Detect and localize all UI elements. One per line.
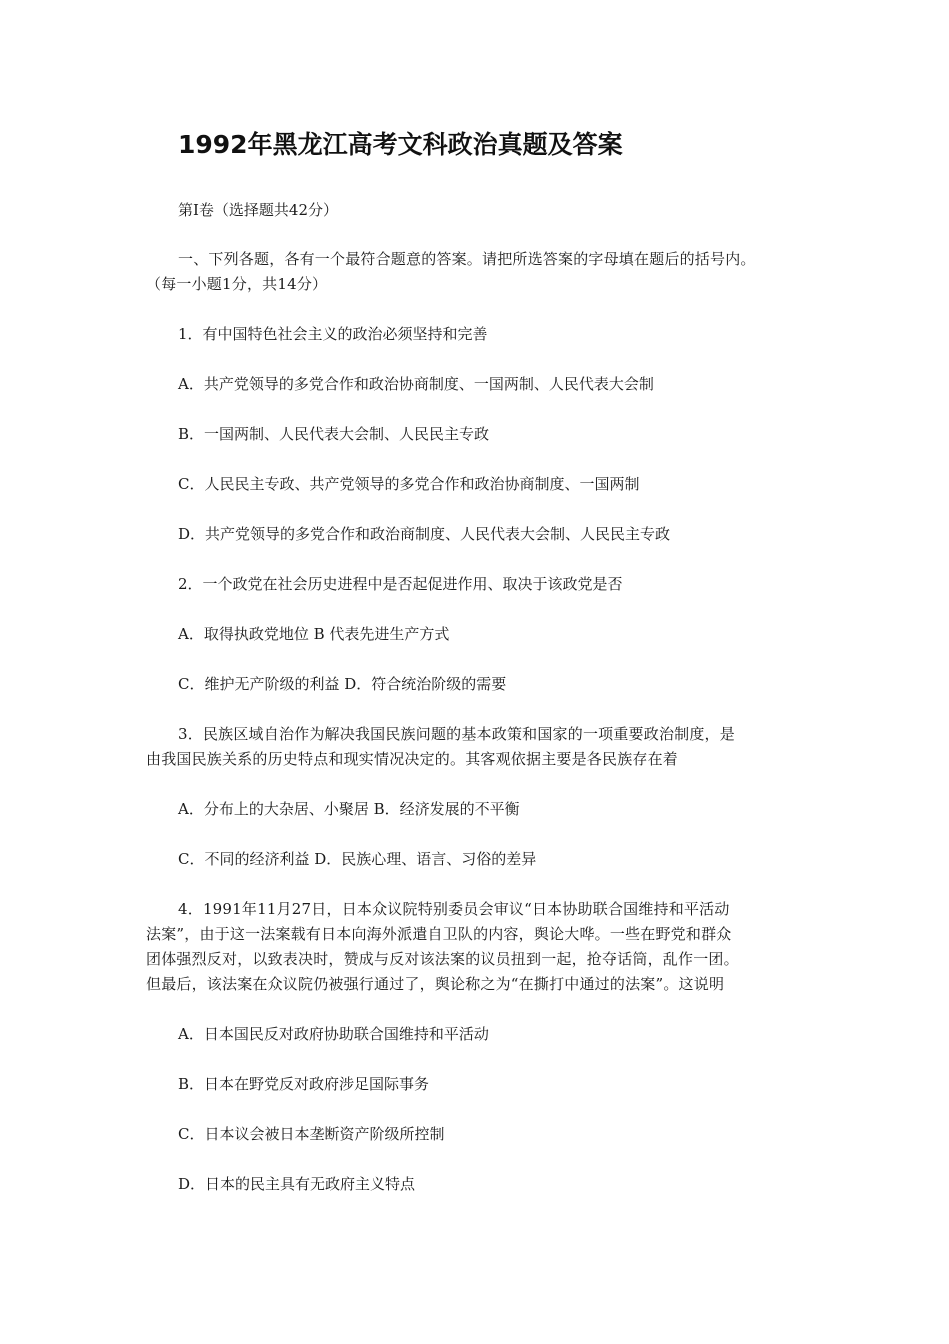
instruction-paragraph <box>146 247 811 297</box>
question-3-options-cd: C．不同的经济利益 D．民族心理、语言、习俗的差异 <box>178 850 537 868</box>
section-heading: 第Ⅰ卷（选择题共42分） <box>178 201 339 219</box>
question-1-option-c: C．人民民主专政、共产党领导的多党合作和政治协商制度、一国两制 <box>178 475 640 493</box>
question-4-line-4: 但最后，该法案在众议院仍被强行通过了，舆论称之为“在撕打中通过的法案”。这说明 <box>146 975 725 993</box>
document-title: 1992年黑龙江高考文科政治真题及答案 <box>178 130 623 159</box>
question-1-option-d: D．共产党领导的多党合作和政治商制度、人民代表大会制、人民民主专政 <box>178 525 671 543</box>
question-4-line-3: 团体强烈反对，以致表决时，赞成与反对该法案的议员扭到一起，抢夺话筒，乱作一团。 <box>146 950 739 968</box>
question-2-stem: 2．一个政党在社会历史进程中是否起促进作用、取决于该政党是否 <box>178 575 623 593</box>
question-4-option-b: B．日本在野党反对政府涉足国际事务 <box>178 1075 430 1093</box>
question-3-stem <box>146 722 811 772</box>
question-4-line-1: 4．1991年11月27日，日本众议院特别委员会审议“日本协助联合国维持和平活动 <box>178 900 730 918</box>
instruction-line-1: 一、下列各题，各有一个最符合题意的答案。请把所选答案的字母填在题后的括号内。 <box>178 250 756 268</box>
question-1-stem: 1．有中国特色社会主义的政治必须坚持和完善 <box>178 325 488 343</box>
question-1-option-b: B．一国两制、人民代表大会制、人民民主专政 <box>178 425 490 443</box>
question-1-option-a: A．共产党领导的多党合作和政治协商制度、一国两制、人民代表大会制 <box>178 375 654 393</box>
question-4-line-2: 法案”，由于这一法案载有日本向海外派遣自卫队的内容，舆论大哗。一些在野党和群众 <box>146 925 732 943</box>
question-4-stem <box>146 897 811 997</box>
question-4-option-a: A．日本国民反对政府协助联合国维持和平活动 <box>178 1025 489 1043</box>
question-3-line-1: 3．民族区域自治作为解决我国民族问题的基本政策和国家的一项重要政治制度，是 <box>178 725 735 743</box>
question-4-option-c: C．日本议会被日本垄断资产阶级所控制 <box>178 1125 445 1143</box>
question-4-option-d: D．日本的民主具有无政府主义特点 <box>178 1175 416 1193</box>
question-2-options-cd: C．维护无产阶级的利益 D．符合统治阶级的需要 <box>178 675 507 693</box>
instruction-line-2: （每一小题1分，共14分） <box>146 275 328 293</box>
question-2-options-ab: A．取得执政党地位 B 代表先进生产方式 <box>178 625 450 643</box>
question-3-line-2: 由我国民族关系的历史特点和现实情况决定的。其客观依据主要是各民族存在着 <box>146 750 679 768</box>
question-3-options-ab: A．分布上的大杂居、小聚居 B．经济发展的不平衡 <box>178 800 520 818</box>
